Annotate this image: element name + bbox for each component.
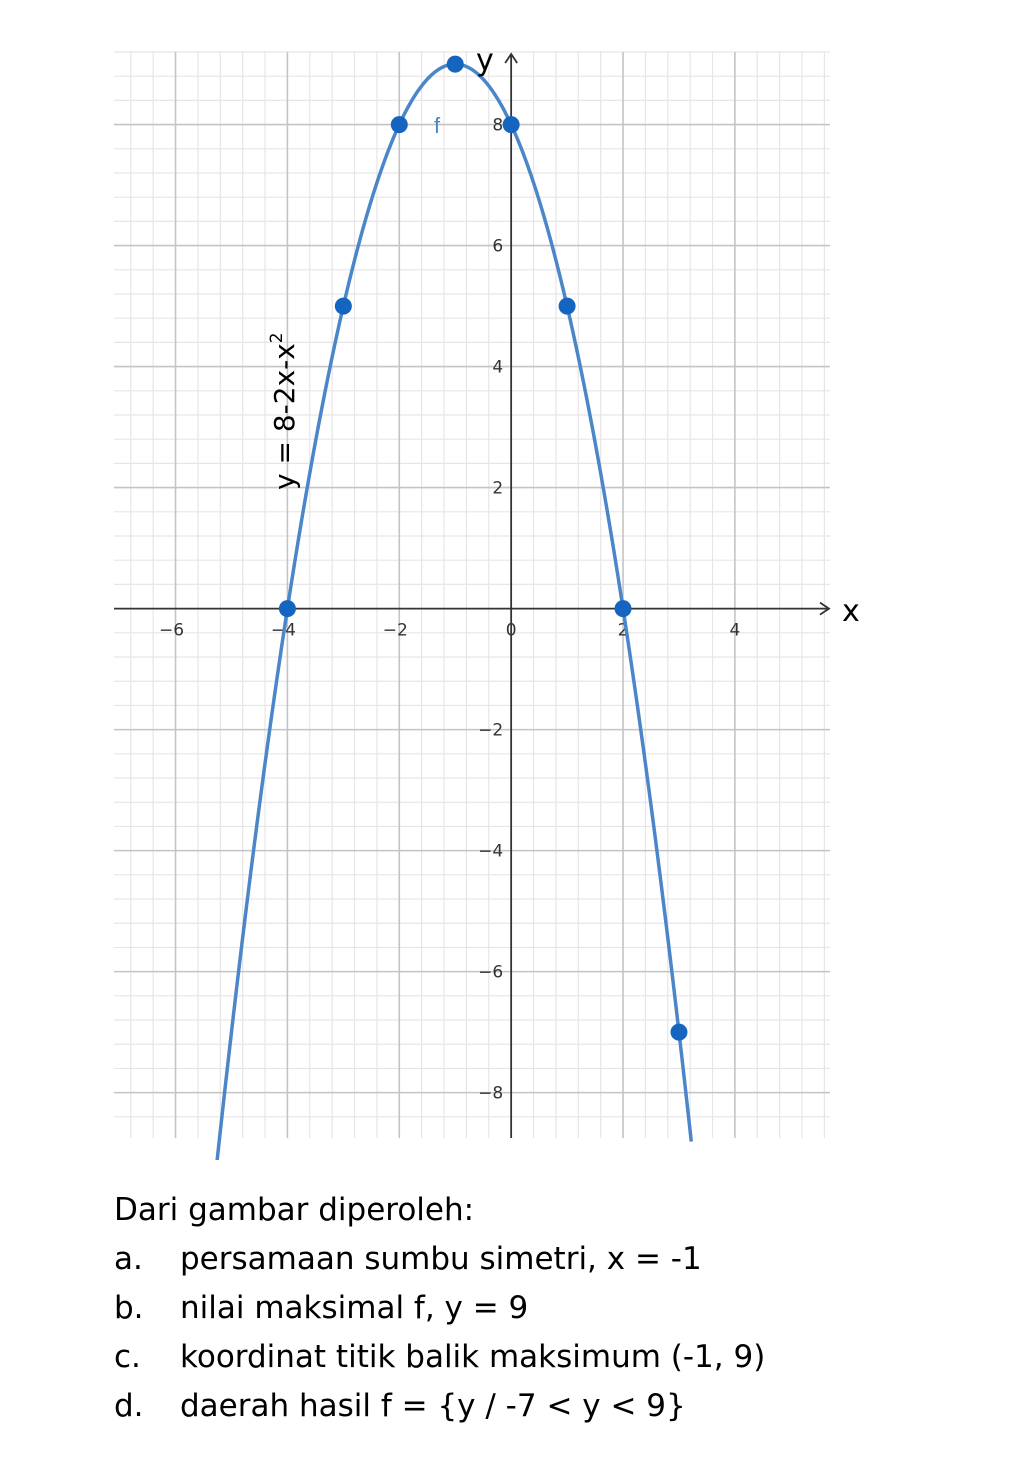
y-tick-label: 8 [492,115,504,136]
note-label: d. [114,1388,144,1424]
equation-superscript: 2 [267,332,287,344]
x-tick-label: −6 [159,620,185,641]
note-item-a [114,1235,994,1284]
notes-heading: Dari gambar diperoleh: [114,1192,475,1228]
y-tick-label: −4 [478,841,504,862]
x-tick-label: −2 [382,620,408,641]
note-label: c. [114,1339,141,1375]
note-label: a. [114,1241,143,1277]
y-tick-label: 6 [492,236,504,257]
function-name-label: f [434,113,441,138]
y-axis-label: y [476,43,494,78]
x-tick-label: 0 [505,620,517,641]
tick-labels [159,116,740,1104]
note-label: b. [114,1290,144,1326]
note-item-c [114,1333,994,1382]
major-grid [114,52,830,1138]
y-tick-label: −8 [478,1083,504,1104]
minor-grid [114,52,830,1138]
note-item-b [114,1284,994,1333]
equation-text: y = 8-2x-x [268,343,301,490]
note-text: nilai maksimal f, y = 9 [180,1290,529,1326]
conclusion-notes [114,1186,994,1431]
x-tick-label: 4 [729,620,741,641]
y-tick-label: −2 [478,720,504,741]
data-point [503,116,520,133]
data-point [615,600,632,617]
y-tick-label: 4 [492,357,504,378]
data-point [391,116,408,133]
x-tick-label: −4 [270,620,296,641]
x-axis-label: x [842,594,860,629]
axes [114,54,829,1138]
data-point [279,600,296,617]
y-tick-label: −6 [478,962,504,983]
y-tick-label: 2 [492,478,504,499]
note-text: koordinat titik balik maksimum (-1, 9) [180,1339,766,1375]
x-tick-label: 2 [617,620,629,641]
data-point [335,298,352,315]
note-item-d [114,1382,994,1431]
equation-label [267,332,301,490]
note-text: persamaan sumbu simetri, x = -1 [180,1241,702,1277]
data-point [447,56,464,73]
data-point [559,298,576,315]
note-text: daerah hasil f = {y / -7 < y < 9} [180,1388,686,1424]
data-points [279,56,688,1041]
data-point [670,1024,687,1041]
